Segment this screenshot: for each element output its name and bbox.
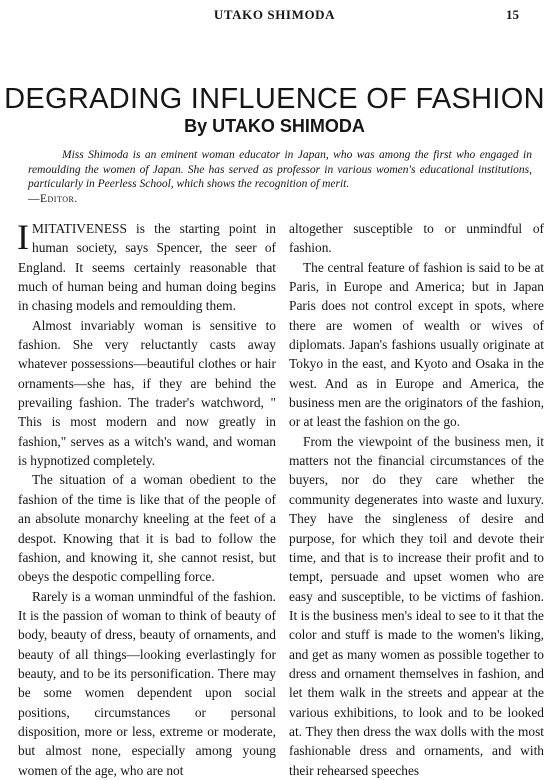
editor-note-text: Miss Shimoda is an eminent woman educator in Japan, who was among the first who engaged in remoulding the women of Japan. She has served as professor in various women's educational institutions, particularly in Peerless School, which shows the recognition of merit. [28,149,532,190]
paragraph: altogether susceptible to or unmindful of fashion. [289,221,544,256]
editor-note [28,148,532,206]
paragraph: From the viewpoint of the business men, it matters not the financial circumstances of the buyers, nor do they care whether the community degenerates into waste and luxury. They have the singleness of desire and purpose, for which they toil and devote their time, and that is to increase their profit and to tempt, persuade and upset women who are easy and susceptible, to be victims of fashion. It is the business men's ideal to see to it that the color and stuff is made to the women's liking, and get as many women as possible together to dress and ornament themselves in fashion, and let them walk in the streets and appear at the various exhibitions, to look and to be looked at. They then dress the wax dolls with the most fashionable dress and ornaments, and with their rehearsed speeches [289,433,544,778]
paragraph-text: MITATIVENESS is the starting point in human society, says Spencer, the seer of England. It seems certainly reasonable that much of human being and human doing begins in chasing models and remoulding them. [18,221,276,314]
editor-signature: —Editor. [28,192,78,205]
column-right [289,219,544,780]
column-left [18,219,276,780]
running-title: UTAKO SHIMODA [213,7,336,22]
paragraph: Rarely is a woman unmindful of the fashion. It is the passion of woman to think of beauty of body, beauty of dress, beauty of ornaments, and beauty of all things—looking everlastingly for beauty, and to be its personification. There may be some women dependent upon social positions, circumstances or personal disposition, more or less, extreme or moderate, but almost none, especially among young women of the age, who are not [18,588,276,778]
paragraph: The central feature of fashion is said to be at Paris, in Europe and America; but in Japan Paris does not control except in spots, where there are women of wealth or wives of diplomats. Japan's fashions usually originate at Tokyo in the east, and Kyoto and Osaka in the west. And as in Europe and America, the business men are the originators of the fashion, or at least the fashion on the go. [289,259,544,430]
paragraph: Almost invariably woman is sensitive to fashion. She very reluctantly casts away whatever possessions—beautiful clothes or hair ornaments—she has, if they are behind the prevailing fashion. The trader's watchword, " This is most modern and now greatly in fashion," serves as a witch's wand, and woman is hypnotized completely. [18,317,276,469]
paragraph [18,219,276,316]
paragraph: The situation of a woman obedient to the fashion of the time is like that of the people of an absolute monarchy kneeling at the feet of a despot. Knowing that it is bad to follow the fashion, and knowing it, she cannot resist, but obeys the despotic compelling force. [18,472,276,585]
article-title: DEGRADING INFLUENCE OF FASHION [4,83,545,116]
page-number: 15 [506,7,519,22]
drop-cap: I [17,217,29,257]
running-head [0,7,549,25]
byline: By UTAKO SHIMODA [184,116,365,136]
